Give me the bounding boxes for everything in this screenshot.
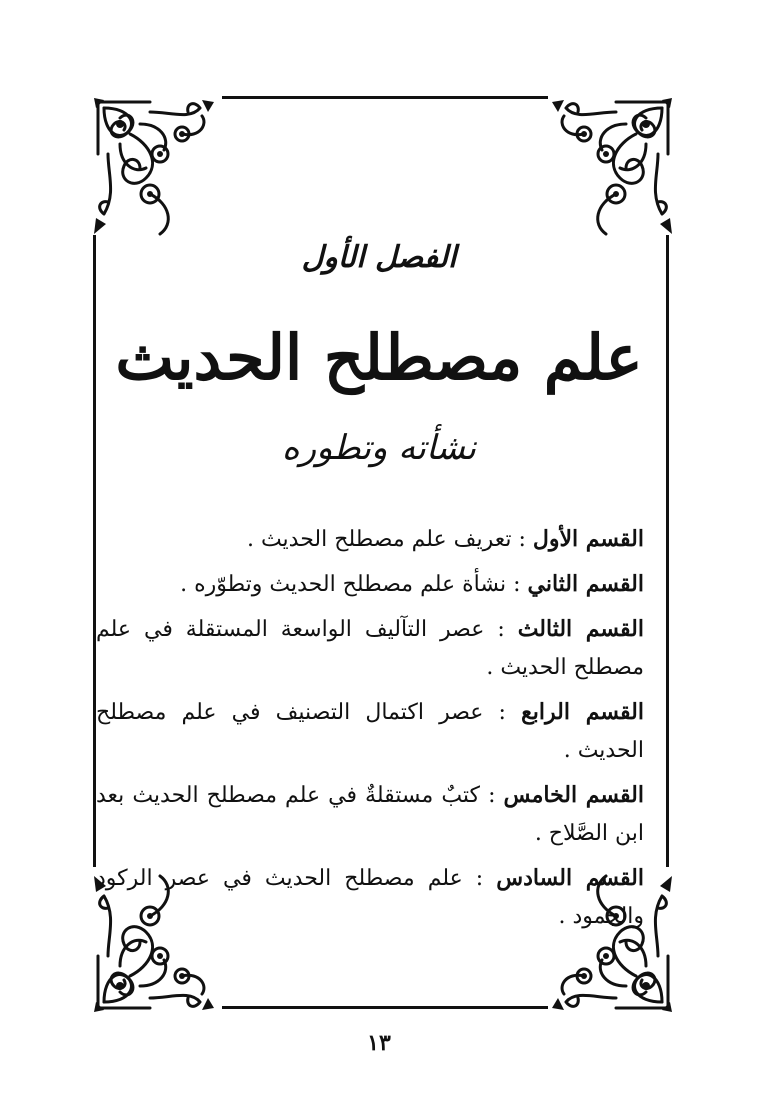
section-heading: القسم السادس [496,865,645,891]
page-title: علم مصطلح الحديث [115,321,643,394]
section-item-4 [96,693,644,770]
section-item-3 [96,610,644,687]
section-text: علم مصطلح الحديث في عصر الركود والجمود . [96,866,644,929]
section-text: كتبٌ مستقلةٌ في علم مصطلح الحديث بعد ابن الصَّلاح . [96,783,644,846]
section-item-1 [96,520,644,559]
section-heading: القسم الخامس [503,782,644,808]
section-item-2 [96,565,644,604]
section-separator: : [511,527,533,552]
section-heading: القسم الثالث [517,616,644,642]
chapter-label: الفصل الأول [301,240,457,275]
section-item-5 [96,776,644,853]
corner-ornament-top-left [90,94,218,244]
section-heading: القسم الثاني [527,571,644,597]
page-number: ١٣ [367,1030,391,1056]
section-list [96,520,644,942]
frame-bottom-line [222,1006,548,1009]
section-heading: القسم الرابع [521,699,644,725]
section-heading: القسم الأول [532,526,644,552]
section-separator: : [462,866,497,891]
section-separator: : [480,783,504,808]
section-text: عصر اكتمال التصنيف في علم مصطلح الحديث . [96,700,644,763]
section-separator: : [483,700,522,725]
section-text: تعريف علم مصطلح الحديث . [246,527,512,552]
frame-top-line [222,96,548,99]
section-separator: : [484,617,518,642]
section-text: نشأة علم مصطلح الحديث وتطوّره . [180,572,507,597]
corner-ornament-top-right [548,94,676,244]
section-separator: : [506,572,528,597]
page-subtitle: نشأته وتطوره [281,428,477,468]
section-item-6 [96,859,644,936]
section-text: عصر التآليف الواسعة المستقلة في علم مصطلح الحديث . [96,617,644,680]
